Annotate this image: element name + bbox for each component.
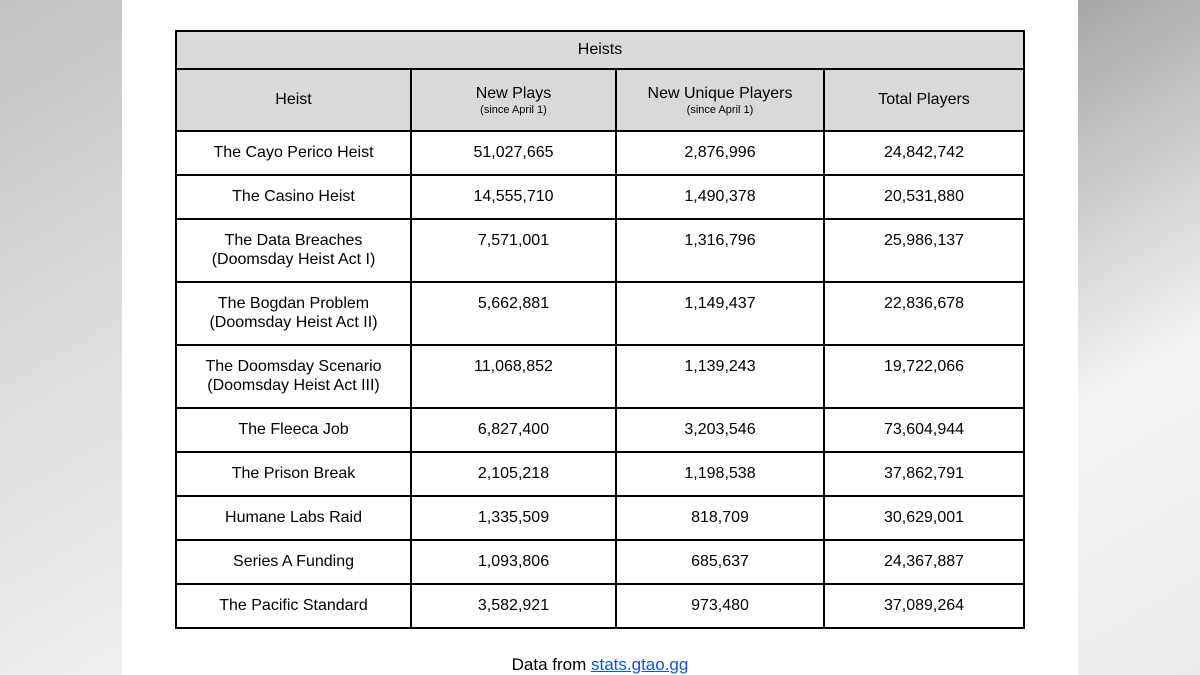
heist-name: The Data Breaches [224, 232, 363, 249]
new-plays-value: 3,582,921 [411, 584, 616, 628]
heist-note: (Doomsday Heist Act II) [209, 314, 378, 331]
new-unique-players-value: 1,139,243 [616, 345, 824, 408]
heist-name: The Casino Heist [232, 188, 355, 205]
table-row [176, 282, 1024, 345]
heist-name-cell [176, 345, 411, 408]
table-header-row [176, 69, 1024, 131]
heist-name-cell [176, 408, 411, 452]
heist-name: Series A Funding [233, 553, 354, 570]
table-row [176, 219, 1024, 282]
column-header-new-unique-players [616, 69, 824, 131]
heist-name: The Fleeca Job [238, 421, 349, 438]
new-unique-players-value: 685,637 [616, 540, 824, 584]
column-header-label: New Unique Players [647, 84, 793, 102]
heist-name: The Prison Break [231, 465, 356, 482]
heists-table [175, 30, 1025, 629]
table-title: Heists [176, 31, 1024, 69]
heist-name-cell [176, 282, 411, 345]
column-header-sublabel: (since April 1) [480, 103, 547, 116]
footer-text: Data from [511, 655, 591, 674]
new-plays-value: 1,093,806 [411, 540, 616, 584]
heist-name-cell [176, 540, 411, 584]
table-row [176, 540, 1024, 584]
new-plays-value: 51,027,665 [411, 131, 616, 175]
total-players-value: 20,531,880 [824, 175, 1024, 219]
heist-name: The Cayo Perico Heist [213, 144, 374, 161]
table-row [176, 584, 1024, 628]
heist-name: Humane Labs Raid [225, 509, 362, 526]
table-row [176, 496, 1024, 540]
heist-name: The Doomsday Scenario [205, 358, 382, 375]
new-plays-value: 14,555,710 [411, 175, 616, 219]
column-header-new-plays [411, 69, 616, 131]
column-header-label: Total Players [878, 91, 970, 108]
table-row [176, 175, 1024, 219]
new-plays-value: 5,662,881 [411, 282, 616, 345]
footer-caption [122, 655, 1078, 675]
new-unique-players-value: 1,198,538 [616, 452, 824, 496]
right-gutter-decoration [1078, 0, 1200, 675]
heist-name: The Pacific Standard [219, 597, 368, 614]
document-page [122, 0, 1078, 675]
table-body [176, 131, 1024, 628]
column-header-total-players [824, 69, 1024, 131]
total-players-value: 22,836,678 [824, 282, 1024, 345]
new-unique-players-value: 1,490,378 [616, 175, 824, 219]
table-title-row [176, 31, 1024, 69]
new-unique-players-value: 3,203,546 [616, 408, 824, 452]
column-header-sublabel: (since April 1) [686, 103, 754, 116]
total-players-value: 30,629,001 [824, 496, 1024, 540]
total-players-value: 73,604,944 [824, 408, 1024, 452]
total-players-value: 19,722,066 [824, 345, 1024, 408]
total-players-value: 37,089,264 [824, 584, 1024, 628]
column-header-label: Heist [275, 91, 312, 108]
heist-name-cell [176, 584, 411, 628]
new-plays-value: 1,335,509 [411, 496, 616, 540]
column-header-label: New Plays [475, 84, 552, 102]
new-plays-value: 2,105,218 [411, 452, 616, 496]
total-players-value: 24,367,887 [824, 540, 1024, 584]
new-unique-players-value: 1,316,796 [616, 219, 824, 282]
table-row [176, 345, 1024, 408]
heist-name-cell [176, 219, 411, 282]
heist-note: (Doomsday Heist Act III) [207, 377, 380, 394]
heist-name-cell [176, 496, 411, 540]
table-row [176, 408, 1024, 452]
new-unique-players-value: 2,876,996 [616, 131, 824, 175]
left-gutter-decoration [0, 0, 122, 675]
table-row [176, 131, 1024, 175]
table-row [176, 452, 1024, 496]
heist-note: (Doomsday Heist Act I) [211, 251, 376, 268]
new-plays-value: 7,571,001 [411, 219, 616, 282]
total-players-value: 25,986,137 [824, 219, 1024, 282]
heist-name-cell [176, 175, 411, 219]
heist-name-cell [176, 452, 411, 496]
total-players-value: 24,842,742 [824, 131, 1024, 175]
heist-name-cell [176, 131, 411, 175]
new-unique-players-value: 1,149,437 [616, 282, 824, 345]
new-unique-players-value: 973,480 [616, 584, 824, 628]
new-plays-value: 6,827,400 [411, 408, 616, 452]
new-unique-players-value: 818,709 [616, 496, 824, 540]
heist-name: The Bogdan Problem [217, 295, 370, 312]
column-header-heist [176, 69, 411, 131]
total-players-value: 37,862,791 [824, 452, 1024, 496]
stats-source-link[interactable]: stats.gtao.gg [591, 655, 689, 674]
new-plays-value: 11,068,852 [411, 345, 616, 408]
